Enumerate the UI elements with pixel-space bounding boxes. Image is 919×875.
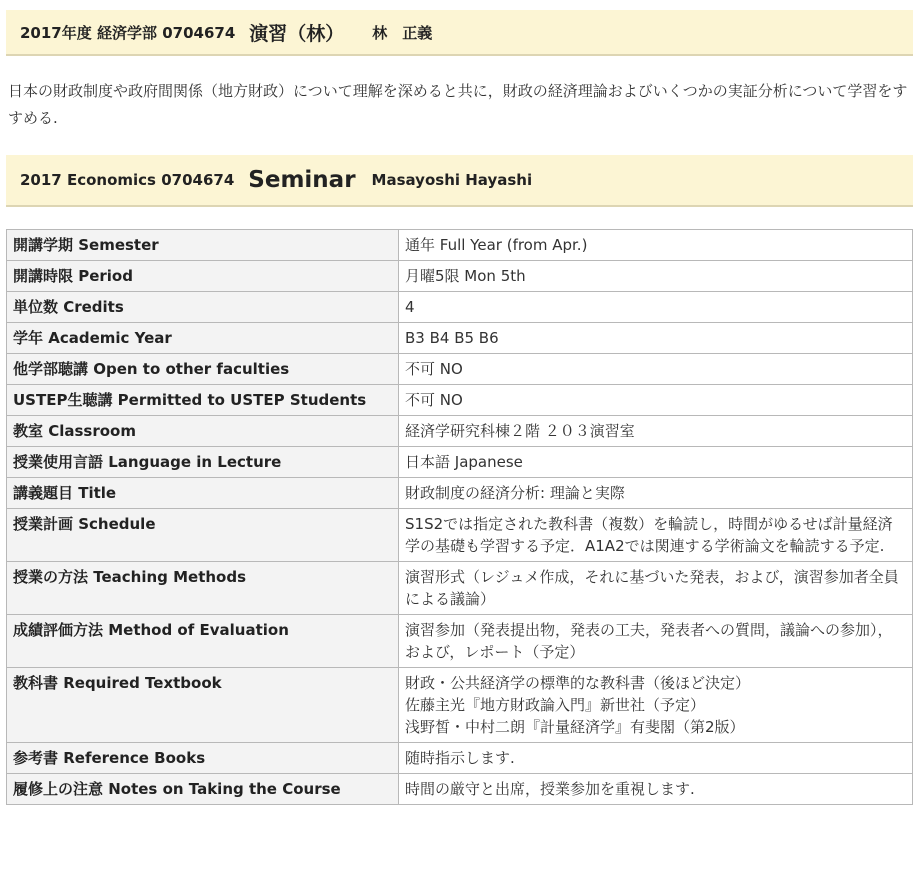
row-value-line: S1S2では指定された教科書（複数）を輪読し，時間がゆるせば計量経済学の基礎も学習する予定．A1A2では関連する学術論文を輪読する予定. — [405, 515, 893, 555]
row-value-line: 時間の厳守と出席，授業参加を重視します. — [405, 780, 695, 798]
row-value — [399, 354, 913, 385]
row-label: 授業使用言語 Language in Lecture — [7, 447, 399, 478]
course-description: 日本の財政制度や政府間関係（地方財政）について理解を深めると共に，財政の経済理論およびいくつかの実証分析について学習をすすめる. — [8, 82, 908, 127]
row-label: 授業の方法 Teaching Methods — [7, 562, 399, 615]
row-value — [399, 292, 913, 323]
row-value-line: 演習形式（レジュメ作成，それに基づいた発表，および，演習参加者全員による議論） — [405, 568, 899, 608]
table-row — [7, 615, 913, 668]
row-value-line: 月曜5限 Mon 5th — [405, 267, 526, 285]
table-row — [7, 668, 913, 743]
course-info-table — [6, 229, 913, 805]
course-header-en — [6, 155, 913, 207]
row-value-line: 浅野皙・中村二朗『計量経済学』有斐閣（第2版） — [405, 718, 745, 736]
row-label: 開講時限 Period — [7, 261, 399, 292]
row-label: 教科書 Required Textbook — [7, 668, 399, 743]
table-row — [7, 774, 913, 805]
instructor-name-ja: 林 正義 — [372, 23, 433, 42]
table-row — [7, 323, 913, 354]
row-value — [399, 562, 913, 615]
table-row — [7, 447, 913, 478]
row-value-line: 経済学研究科棟２階 ２０３演習室 — [405, 422, 635, 440]
row-value-line: B3 B4 B5 B6 — [405, 329, 499, 347]
table-row — [7, 509, 913, 562]
row-value-line: 演習参加（発表提出物，発表の工夫，発表者への質問，議論への参加），および，レポート（予定） — [405, 621, 893, 661]
course-meta-ja: 2017年度 経済学部 0704674 — [20, 23, 236, 42]
course-meta-en: 2017 Economics 0704674 — [20, 171, 235, 189]
row-value — [399, 385, 913, 416]
row-value — [399, 509, 913, 562]
row-label: 履修上の注意 Notes on Taking the Course — [7, 774, 399, 805]
table-row — [7, 478, 913, 509]
row-label: 成績評価方法 Method of Evaluation — [7, 615, 399, 668]
row-value — [399, 323, 913, 354]
row-value — [399, 478, 913, 509]
row-value — [399, 447, 913, 478]
course-header-ja — [6, 10, 913, 56]
row-value-line: 不可 NO — [405, 391, 463, 409]
row-label: 講義題目 Title — [7, 478, 399, 509]
row-value — [399, 230, 913, 261]
row-value — [399, 743, 913, 774]
row-label: 他学部聴講 Open to other faculties — [7, 354, 399, 385]
table-row — [7, 743, 913, 774]
table-row — [7, 354, 913, 385]
row-value-line: 佐藤主光『地方財政論入門』新世社（予定） — [405, 696, 706, 714]
row-value-line: 4 — [405, 298, 415, 316]
course-title-en: Seminar — [248, 167, 356, 193]
table-row — [7, 261, 913, 292]
row-value-line: 通年 Full Year (from Apr.) — [405, 236, 588, 254]
row-value — [399, 261, 913, 292]
row-label: 単位数 Credits — [7, 292, 399, 323]
row-label: 授業計画 Schedule — [7, 509, 399, 562]
table-row — [7, 292, 913, 323]
row-value — [399, 615, 913, 668]
row-value — [399, 416, 913, 447]
instructor-name-en: Masayoshi Hayashi — [371, 171, 533, 189]
row-value-line: 財政制度の経済分析: 理論と実際 — [405, 484, 625, 502]
row-label: 参考書 Reference Books — [7, 743, 399, 774]
row-value-line: 不可 NO — [405, 360, 463, 378]
row-label: 学年 Academic Year — [7, 323, 399, 354]
table-row — [7, 562, 913, 615]
row-value-line: 随時指示します. — [405, 749, 515, 767]
table-row — [7, 416, 913, 447]
row-label: USTEP生聴講 Permitted to USTEP Students — [7, 385, 399, 416]
row-value — [399, 668, 913, 743]
row-label: 開講学期 Semester — [7, 230, 399, 261]
table-row — [7, 385, 913, 416]
row-value-line: 財政・公共経済学の標準的な教科書（後ほど決定） — [405, 674, 751, 692]
row-value — [399, 774, 913, 805]
table-row — [7, 230, 913, 261]
row-label: 教室 Classroom — [7, 416, 399, 447]
row-value-line: 日本語 Japanese — [405, 453, 523, 471]
course-title-ja: 演習（林） — [249, 22, 345, 45]
